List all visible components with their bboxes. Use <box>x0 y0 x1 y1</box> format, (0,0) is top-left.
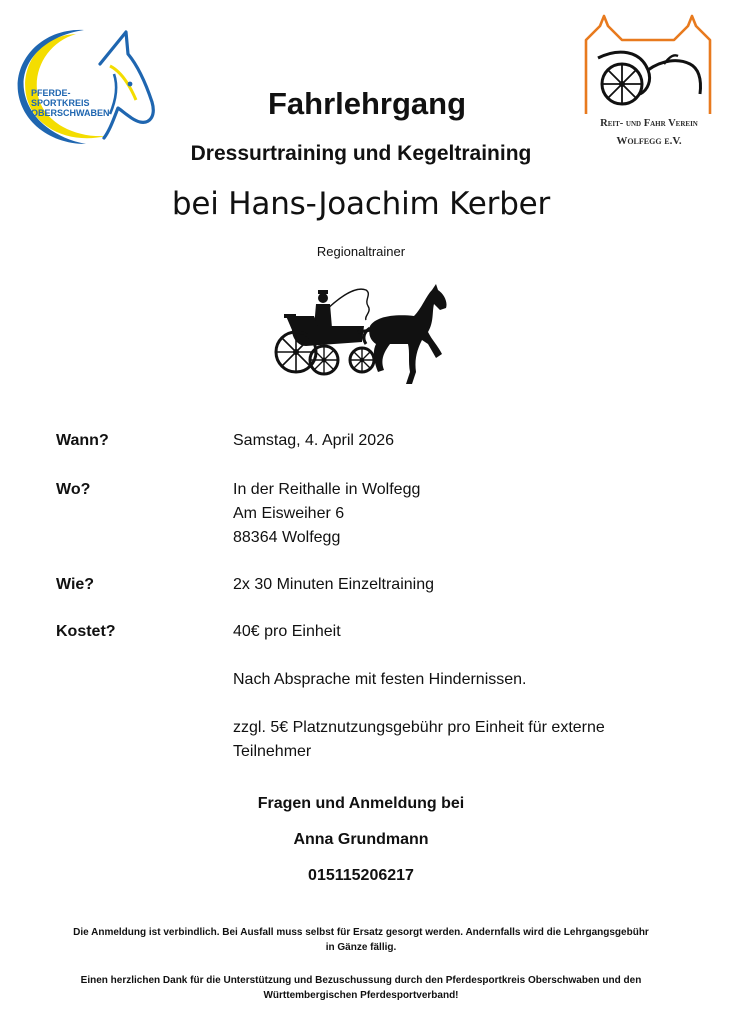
page-subtitle: Dressurtraining und Kegeltraining <box>190 142 532 165</box>
contact-name: Anna Grundmann <box>293 831 429 848</box>
where-line-2: Am Eisweiher 6 <box>233 505 345 522</box>
carriage-illustration <box>266 282 456 386</box>
contact-block <box>0 786 722 894</box>
cost-note-fee-line-2: Teilnehmer <box>233 743 312 760</box>
when-value: Samstag, 4. April 2026 <box>233 432 394 449</box>
logo-left-line-2: SPORTKREIS <box>31 98 90 108</box>
cost-note-fee-line-1: zzgl. 5€ Platznutzungsgebühr pro Einheit für externe <box>233 719 605 736</box>
contact-heading: Fragen und Anmeldung bei <box>257 795 465 812</box>
cost-note-obstacles: Nach Absprache mit festen Hindernissen. <box>233 671 527 688</box>
cost-note-fee <box>233 716 605 764</box>
horse-carriage-silhouette-icon <box>266 282 456 386</box>
where-value <box>233 478 420 550</box>
contact-phone: 015115206217 <box>308 867 414 884</box>
thanks-notice-line-2: Württembergischen Pferdesportverband! <box>263 990 459 1001</box>
logo-left-line-3: OBERSCHWABEN <box>31 108 110 118</box>
trainer-name: bei Hans-Joachim Kerber <box>171 186 551 222</box>
binding-notice-line-1: Die Anmeldung ist verbindlich. Bei Ausfall muss selbst für Ersatz gesorgt werden. Andernfalls wird die Lehrgangsgebühr <box>73 927 649 938</box>
where-label: Wo? <box>56 481 91 498</box>
cost-value: 40€ pro Einheit <box>233 623 341 640</box>
binding-notice-line-2: in Gänze fällig. <box>325 942 397 953</box>
thanks-notice <box>30 973 692 1003</box>
how-label: Wie? <box>56 576 95 593</box>
cost-label: Kostet? <box>56 623 116 640</box>
logo-left-line-1: PFERDE- <box>31 88 71 98</box>
where-line-3: 88364 Wolfegg <box>233 529 341 546</box>
binding-notice <box>30 925 692 955</box>
where-line-1: In der Reithalle in Wolfegg <box>233 481 421 498</box>
page-title: Fahrlehrgang <box>267 86 467 121</box>
trainer-role: Regionaltrainer <box>316 244 406 259</box>
logo-right-line-1: Reit- und Fahr Verein <box>600 118 698 129</box>
thanks-notice-line-1: Einen herzlichen Dank für die Unterstützung und Bezuschussung durch den Pferdesportkreis Oberschwaben und den <box>80 975 642 986</box>
how-value: 2x 30 Minuten Einzeltraining <box>233 576 435 593</box>
reitverein-logo <box>578 14 720 154</box>
when-label: Wann? <box>56 432 109 449</box>
logo-right-line-2: Wolfegg e.V. <box>616 135 682 147</box>
